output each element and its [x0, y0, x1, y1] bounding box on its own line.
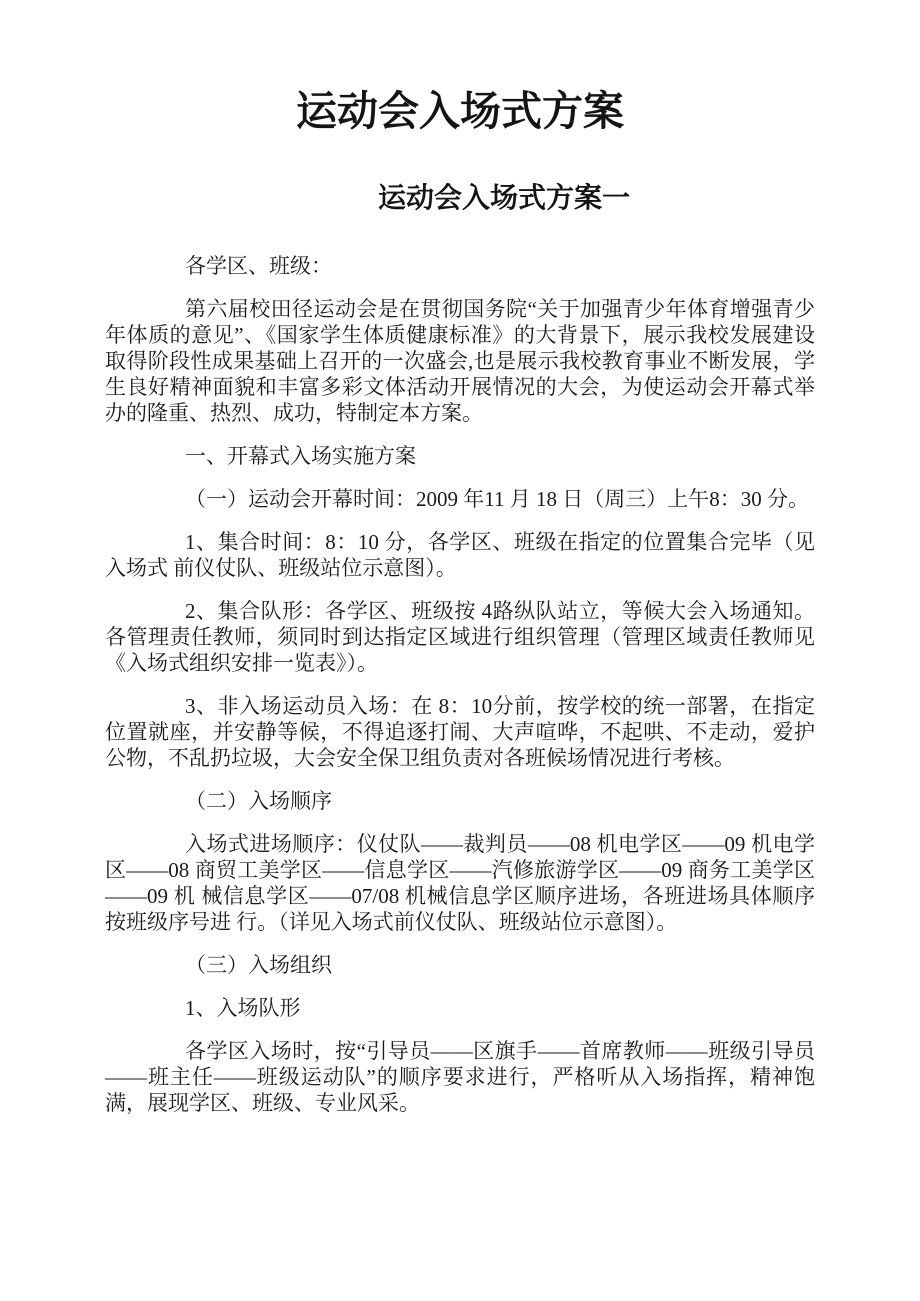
document-subtitle: 运动会入场式方案一 [377, 183, 630, 214]
heading-entrance-formation: 1、入场队形 [185, 996, 301, 1020]
para-assembly-time: 1、集合时间：8：10 分，各学区、班级在指定的位置集合完毕（见入场式 前仪仗队、班级站位示意图）。 [105, 530, 815, 580]
para-non-entering-athletes: 3、非入场运动员入场：在 8：10分前，按学校的统一部署，在指定位置就座，并安静等候，不得追逐打闹、大声喧哗，不起哄、不走动，爱护公物，不乱扔垃圾，大会安全保卫组负责对各班候场情况进行考核。 [105, 694, 815, 770]
para-entrance-sequence: 入场式进场顺序：仪仗队——裁判员——08 机电学区——09 机电学区——08 商贸工美学区——信息学区——汽修旅游学区——09 商务工美学区——09 机 械信息学区——07/08 机械信息学区顺序进场，各班进场具体顺序按班级序号进 行。（详见入场式前仪仗队、班级站位示意图）。 [105, 832, 815, 934]
salutation: 各学区、班级： [185, 254, 332, 278]
heading-entrance-order: （二）入场顺序 [185, 789, 332, 813]
document-title: 运动会入场式方案 [296, 88, 624, 134]
document-body [105, 253, 815, 1116]
heading-entrance-organization: （三）入场组织 [185, 953, 332, 977]
para-entrance-requirements: 各学区入场时，按“引导员——区旗手——首席教师——班级引导员——班主任——班级运动队”的顺序要求进行，严格听从入场指挥，精神饱满，展现学区、班级、专业风采。 [105, 1039, 815, 1115]
heading-implementation-plan: 一、开幕式入场实施方案 [185, 444, 416, 468]
para-opening-time: （一）运动会开幕时间：2009 年11 月 18 日（周三）上午8：30 分。 [185, 487, 809, 511]
intro-paragraph: 第六届校田径运动会是在贯彻国务院“关于加强青少年体育增强青少年体质的意见”、《国家学生体质健康标准》的大背景下，展示我校发展建设取得阶段性成果基础上召开的一次盛会,也是展示我校教育事业不断发展，学生良好精神面貌和丰富多彩文体活动开展情况的大会，为使运动会开幕式举办的隆重、热烈、成功，特制定本方案。 [105, 297, 815, 425]
para-assembly-formation: 2、集合队形：各学区、班级按 4路纵队站立，等候大会入场通知。各管理责任教师，须同时到达指定区域进行组织管理（管理区域责任教师见《入场式组织安排一览表》）。 [105, 599, 815, 675]
